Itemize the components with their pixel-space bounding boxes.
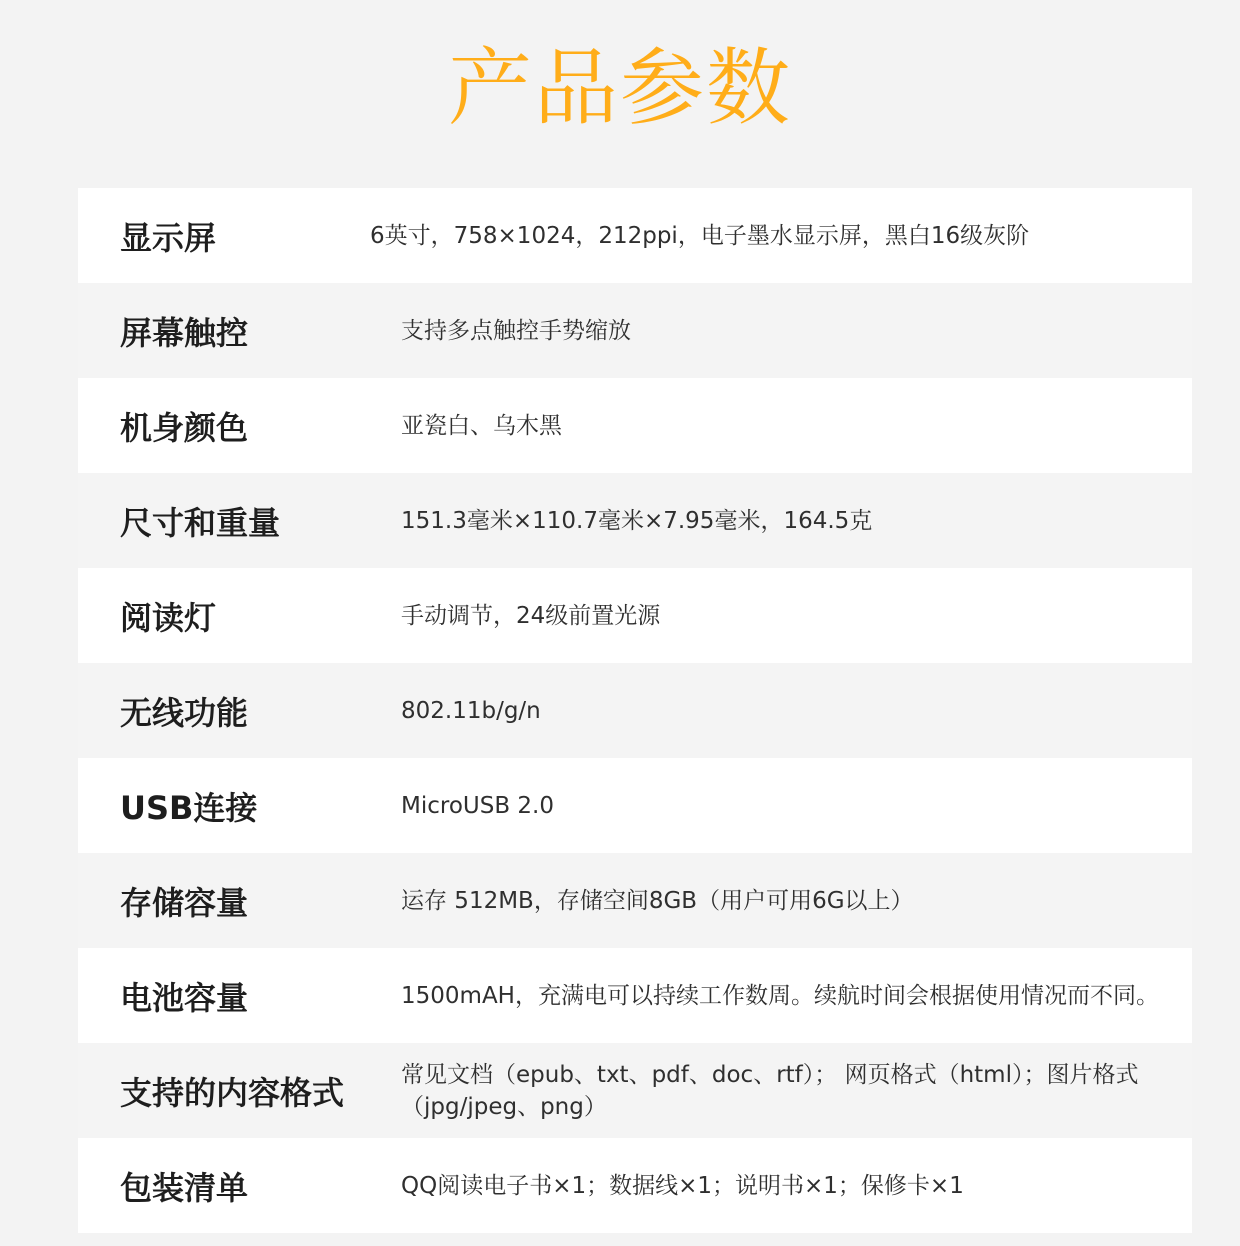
spec-row-package: [78, 1138, 1192, 1233]
spec-value: 手动调节，24级前置光源: [401, 602, 661, 629]
spec-value: 亚瓷白、乌木黑: [401, 412, 562, 439]
spec-row-touch: [78, 283, 1192, 378]
spec-label: 尺寸和重量: [120, 503, 281, 542]
spec-row-reading-light: [78, 568, 1192, 663]
spec-label: 无线功能: [120, 693, 249, 732]
spec-label: USB连接: [120, 788, 258, 827]
spec-value: 支持多点触控手势缩放: [401, 317, 631, 344]
spec-label: 存储容量: [120, 883, 249, 922]
spec-row-size-weight: [78, 473, 1192, 568]
spec-row-usb: [78, 758, 1192, 853]
spec-value: 6英寸，758×1024，212ppi，电子墨水显示屏，黑白16级灰阶: [370, 222, 1030, 249]
spec-value: 常见文档（epub、txt、pdf、doc、rtf）； 网页格式（html）；图片格式（jpg/jpeg、png）: [401, 1061, 1139, 1120]
spec-row-wireless: [78, 663, 1192, 758]
spec-value: QQ阅读电子书×1；数据线×1；说明书×1；保修卡×1: [401, 1172, 964, 1199]
spec-value: 151.3毫米×110.7毫米×7.95毫米，164.5克: [401, 507, 873, 534]
spec-row-storage: [78, 853, 1192, 948]
spec-label: 支持的内容格式: [120, 1073, 345, 1112]
spec-row-formats: [78, 1043, 1192, 1138]
spec-label: 显示屏: [120, 218, 217, 257]
spec-row-display: [78, 188, 1192, 283]
spec-row-color: [78, 378, 1192, 473]
spec-value: 1500mAH，充满电可以持续工作数周。续航时间会根据使用情况而不同。: [401, 982, 1159, 1009]
spec-value: MicroUSB 2.0: [401, 792, 555, 819]
spec-value: 802.11b/g/n: [401, 697, 541, 724]
spec-row-battery: [78, 948, 1192, 1043]
spec-label: 屏幕触控: [120, 313, 249, 352]
spec-table: [78, 188, 1192, 1233]
spec-label: 包装清单: [120, 1168, 249, 1207]
spec-value: 运存 512MB，存储空间8GB（用户可用6G以上）: [401, 887, 914, 914]
spec-label: 阅读灯: [120, 598, 217, 637]
spec-label: 电池容量: [120, 978, 249, 1017]
spec-label: 机身颜色: [120, 408, 249, 447]
page-title: 产品参数: [447, 39, 792, 137]
